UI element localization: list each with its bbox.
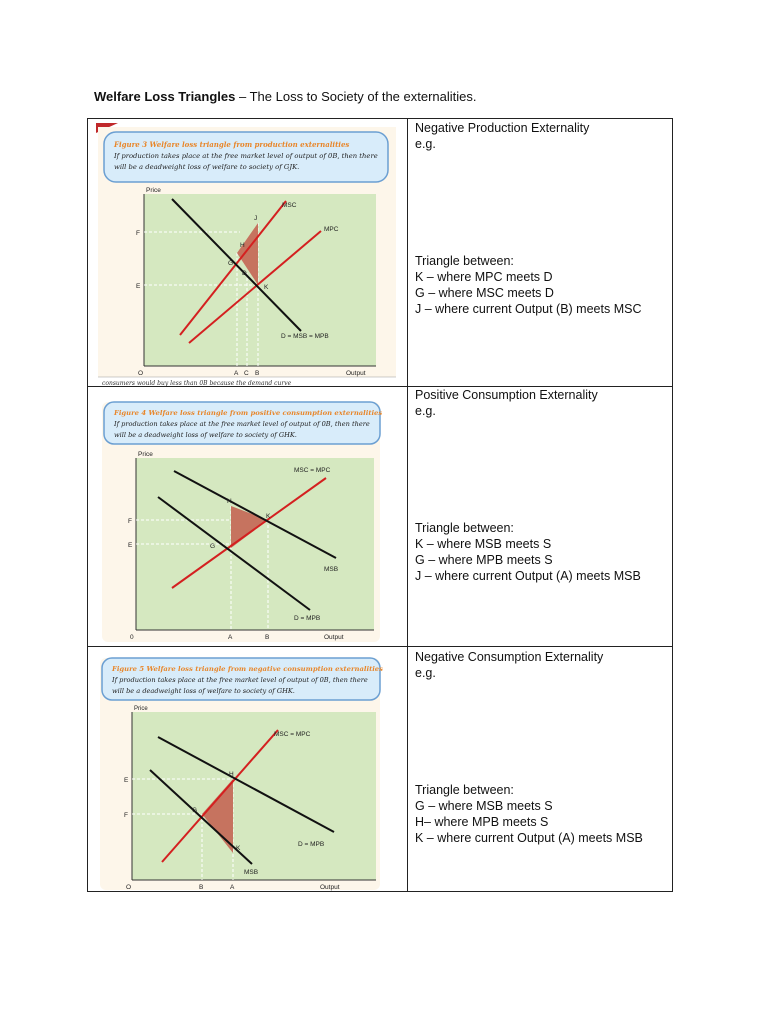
- point-label: G: [192, 807, 198, 814]
- tick-label: A: [230, 884, 235, 891]
- point-label: G: [228, 260, 234, 267]
- caption-line: If production takes place at the free market level of output of 0B, then there: [114, 420, 370, 428]
- tick-label: E: [128, 542, 133, 549]
- tick-label: B: [255, 370, 260, 377]
- origin-label: O: [138, 370, 144, 377]
- tick-label: E: [136, 283, 141, 290]
- row-eg: e.g.: [415, 666, 436, 681]
- row-heading: Positive Consumption Externality: [415, 388, 598, 402]
- curve-label: MPC: [324, 226, 339, 233]
- figure-4: [96, 396, 382, 644]
- point-line: K – where MPC meets D: [415, 269, 553, 284]
- point-line: K – where current Output (A) meets MSB: [415, 831, 643, 846]
- figure-3: [96, 123, 382, 385]
- caption-line: If production takes place at the free market level of output of 0B, then there: [112, 676, 368, 684]
- row-heading: Negative Consumption Externality: [415, 650, 604, 664]
- x-axis-label: Output: [320, 884, 340, 891]
- point-line: G – where MSB meets S: [415, 798, 553, 813]
- curve-label: MSC = MPC: [274, 731, 311, 738]
- figure-5: [96, 654, 382, 894]
- tick-label: F: [136, 230, 140, 237]
- page-title-bold: Welfare Loss Triangles: [94, 89, 236, 104]
- tick-label: B: [265, 634, 270, 641]
- x-axis-label: Output: [324, 634, 344, 641]
- x-axis-label: Output: [346, 370, 366, 377]
- tick-label: A: [234, 370, 239, 377]
- tick-label: F: [128, 518, 132, 525]
- page-title-rest: – The Loss to Society of the externalities.: [235, 89, 477, 104]
- point-label: H: [229, 771, 234, 778]
- row-eg: e.g.: [415, 137, 436, 152]
- y-axis-label: Price: [134, 706, 148, 712]
- origin-label: 0: [130, 634, 134, 641]
- curve-label: MSB: [324, 566, 339, 573]
- content-table: [87, 118, 673, 892]
- point-label: K: [266, 513, 271, 520]
- caption-line: will be a deadweight loss of welfare to society of GHK.: [112, 687, 295, 695]
- y-axis-label: Price: [138, 451, 153, 458]
- page-title: [94, 89, 477, 105]
- row-divider-2: [88, 646, 672, 647]
- caption-line: will be a deadweight loss of welfare to society of GJK.: [114, 163, 300, 171]
- point-line: J – where current Output (B) meets MSC: [415, 302, 642, 317]
- curve-label: MSC: [282, 202, 297, 209]
- caption-line: If production takes place at the free market level of output of 0B, then there: [114, 152, 378, 160]
- point-line: H– where MPB meets S: [415, 815, 549, 830]
- origin-label: O: [126, 884, 132, 891]
- point-line: G – where MSC meets D: [415, 286, 554, 301]
- column-divider: [407, 119, 408, 891]
- row-eg: e.g.: [415, 404, 436, 419]
- triangle-label: Triangle between:: [415, 782, 514, 797]
- point-label: H: [240, 242, 245, 249]
- curve-label: MSB: [244, 869, 259, 876]
- point-label: H: [227, 498, 232, 505]
- tick-label: F: [124, 812, 128, 819]
- triangle-label: Triangle between:: [415, 253, 514, 268]
- tick-label: A: [228, 634, 233, 641]
- caption-line: will be a deadweight loss of welfare to society of GHK.: [114, 431, 297, 439]
- point-line: J – where current Output (A) meets MSB: [415, 569, 641, 584]
- curve-label: D = MPB: [298, 841, 325, 848]
- curve-label: D = MPB: [294, 615, 321, 622]
- row-1-text: [415, 120, 670, 318]
- row-2-text: [415, 387, 670, 585]
- curve-label: D = MSB = MPB: [281, 333, 329, 340]
- row-heading: Negative Production Externality: [415, 121, 590, 135]
- y-axis-label: Price: [146, 187, 161, 194]
- figure-4-image: [96, 396, 382, 644]
- point-label: G: [210, 543, 216, 550]
- tick-label: E: [124, 777, 129, 784]
- figure-5-image: [96, 654, 382, 894]
- point-line: K – where MSB meets S: [415, 536, 552, 551]
- chart-area: [144, 194, 376, 366]
- row-3-text: [415, 649, 670, 847]
- point-label: D: [242, 270, 247, 277]
- tick-label: B: [199, 884, 204, 891]
- point-label: K: [236, 845, 241, 852]
- point-line: G – where MPB meets S: [415, 553, 553, 568]
- cropped-text: consumers would buy less than 0B because the demand curve: [102, 380, 292, 387]
- tick-label: C: [244, 370, 249, 377]
- caption-title: Figure 4 Welfare loss triangle from positive consumption externalities: [114, 409, 383, 417]
- curve-label: MSC = MPC: [294, 467, 331, 474]
- point-label: K: [264, 284, 269, 291]
- triangle-label: Triangle between:: [415, 520, 514, 535]
- caption-title: Figure 3 Welfare loss triangle from production externalities: [114, 140, 350, 149]
- caption-title: Figure 5 Welfare loss triangle from negative consumption externalities: [112, 665, 383, 673]
- point-label: J: [254, 215, 258, 222]
- figure-3-image: [96, 123, 396, 385]
